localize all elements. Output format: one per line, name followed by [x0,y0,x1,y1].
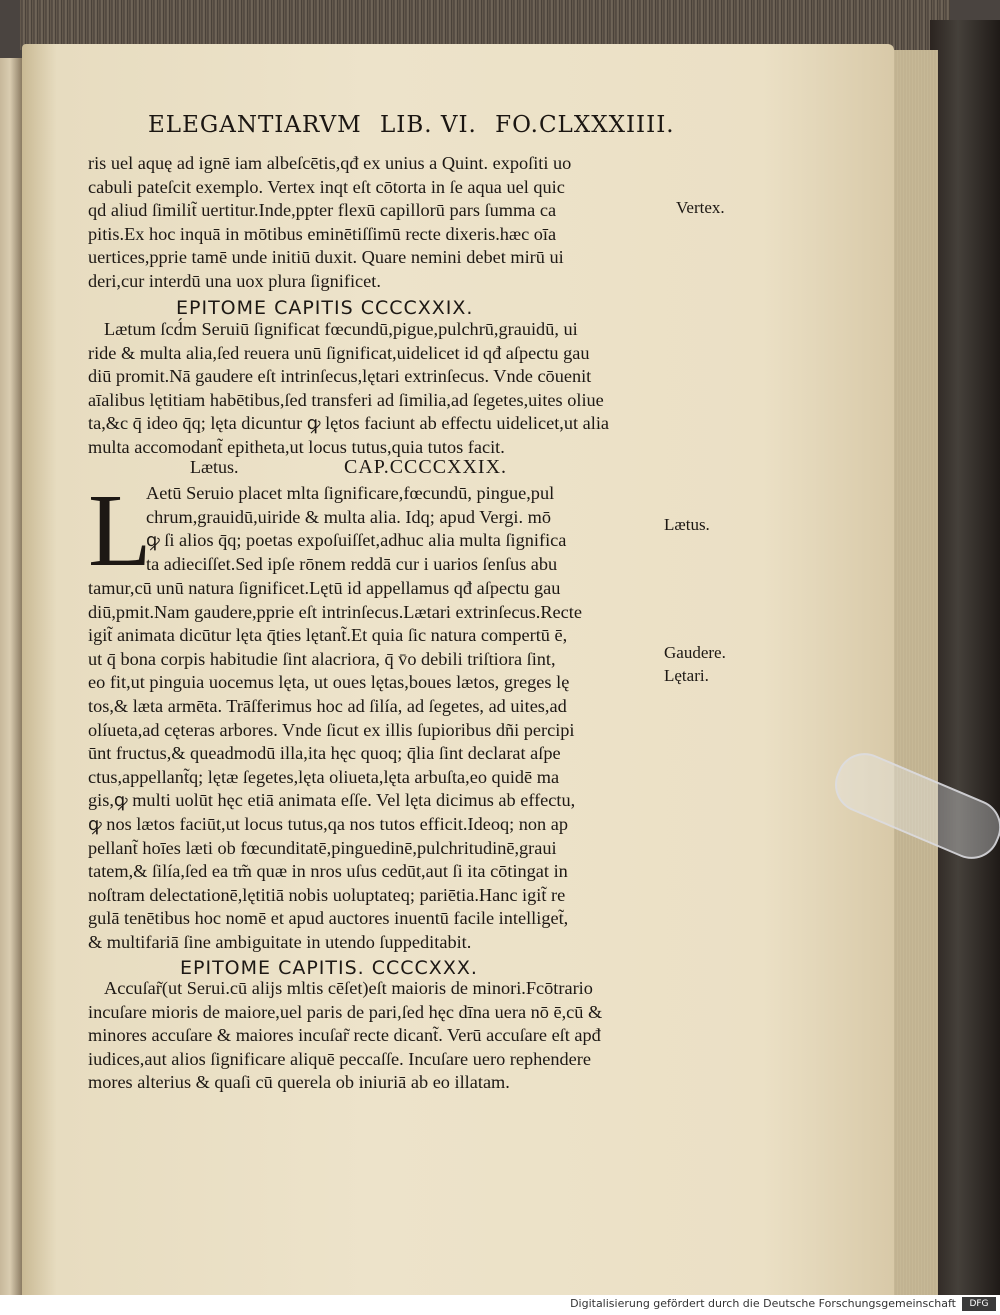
text-line: incuſare mioris de maiore,uel paris de pari,ſed hęc dīna uera nō ē,cū & [88,1001,603,1022]
chapter-label: Lætus. [190,457,239,477]
text-line: gulā tenētibus hoc nomē et apud auctores inuentū facile intelliget̃, [88,908,569,929]
running-head-folio: FO.CLXXXIIII. [495,112,675,138]
text-line: ride & multa alia,ſed reuera unū ſignificat,uidelicet id qđ aſpectu gau [88,342,590,363]
text-line: eo fit,ut pinguia uocemus lęta, ut oues lętas,boues lætos, greges lę [88,672,570,693]
margin-note-letari: Lętari. [664,666,709,685]
text-line: iudices,aut alios ſignificare aliquē peccaſſe. Incuſare uero rephendere [88,1048,591,1069]
text-line: pitis.Ex hoc inquā in mōtibus eminētiſſimū recte dixeris.hæc oīa [88,223,557,244]
margin-note-gaudere: Gaudere. [664,643,726,662]
text-line: ta adieciſſet.Sed ipſe rōnem reddā cur i uarios ſenſus abu [146,553,558,574]
text-line: chrum,grauidū,uiride & multa alia. Idq; apud Vergi. mō [146,506,551,527]
text-line: diū,pmit.Nam gaudere,pprie eſt intrinſecus.Lætari extrinſecus.Recte [88,601,582,622]
text-line: diū promit.Nā gaudere eſt intrinſecus,lętari extrinſecus. Vnde cōuenit [88,366,592,387]
text-line: ctus,appellant̃q; lętæ ſegetes,lęta oliueta,lęta arbuſta,eo quidē ma [88,766,560,787]
text-line: & multifariā ſine ambiguitate in utendo ſuppeditabit. [88,931,472,952]
text-block-1 [88,152,688,294]
text-block-2 [88,318,688,460]
text-line: deri,cur interdū una uox plura ſignificet. [88,270,381,291]
funding-credit: Digitalisierung gefördert durch die Deutsche Forschungsgemeinschaft [570,1297,956,1310]
text-line: minores accuſare & maiores incuſar̃ recte dicant̃. Verū accuſare eſt apđ [88,1025,601,1046]
running-head-book: LIB. VI. [379,112,477,138]
margin-note-vertex: Vertex. [676,198,725,217]
text-line: olíueta,ad cęteras arbores. Vnde ſicut ex illis ſupioribus dñi percipi [88,719,575,740]
book-top-edge [20,0,950,50]
text-line: ꝙ nos lætos faciūt,ut locus tutus,qa nos tutos efficit.Ideoq; non ap [88,813,569,834]
text-line: multa accomodant̃ epitheta,ut locus tutus,quia tutos facit. [88,436,505,457]
text-line: ut q̄ bona corpis habitudie ſint alacriora, q̄ v̄o debili triſtiora ſint, [88,648,556,669]
epitome-heading-2: EPITOME CAPITIS. CCCCXXX. [180,957,478,979]
running-head-title: ELEGANTIARVM [148,112,362,138]
text-line: tatem,& ſilía,ſed ea tm̃ quæ in nros uſus cedūt,aut ſi ita cōtingat in [88,861,568,882]
running-head [148,112,675,142]
text-block-4 [88,977,688,1095]
text-line: noſtram delectationē,lętitiā nobis uoluptateq; pariētia.Hanc igit̃ re [88,884,566,905]
text-line: aīalibus lętitiam habētibus,ſed transferi ad ſimilia,ad ſegetes,uites oliue [88,389,604,410]
chapter-heading: CAP.CCCCXXIX. [344,456,508,478]
text-line: mores alterius & quaſi cū querela ob iniuriā ab eo illatam. [88,1072,510,1093]
text-line: ta,&c q̄ ideo q̄q; lęta dicuntur ꝙ lętos faciunt ab effectu uidelicet,ut alia [88,413,610,434]
dfg-logo: DFG [962,1297,996,1311]
text-line: gis,ꝙ multi uolūt hęc etiā animata eſſe. Vel lęta dicimus ab effectu, [88,790,576,811]
book-cover [930,20,1000,1295]
text-line: Accuſar̃(ut Serui.cū alijs mltis cēſet)eſt maioris de minori.Fcōtrario [104,978,593,998]
margin-note-laetus: Lætus. [664,515,710,534]
left-page-edge [0,58,22,1295]
text-line: pellant̃ hoīes læti ob fœcunditatē,pinguedinē,pulchritudinē,graui [88,837,557,858]
text-line: ris uel aquę ad ignē iam albeſcētis,qđ ex unius a Quint. expoſiti uo [88,153,572,173]
text-line: ꝙ ſi alios q̄q; poetas expoſuiſſet,adhuc alia multa ſignifica [146,530,567,551]
text-line: Aetū Seruio placet mlta ſignificare,fœcundū, pingue,pul [146,483,555,503]
epitome-heading-1: EPITOME CAPITIS CCCCXXIX. [176,297,474,319]
text-line: ūnt fructus,& queadmodū illa,ita hęc quoq; q̄lia ſint declarat aſpe [88,743,561,764]
text-line: igit̃ animata dicūtur lęta q̄ties lętant̃.Et quia ſic natura compertū ē, [88,625,568,646]
text-line: cabuli pateſcit exemplo. Vertex inqt eſt cōtorta in ſe aqua uel quic [88,176,565,197]
text-line: Lætum ſcd́m Seruiū ſignificat fœcundū,pigue,pulchrū,grauidū, ui [104,319,578,339]
text-block-3 [88,577,688,955]
text-line: tos,& læta armēta. Trāſferimus hoc ad ſilía, ad ſegetes, ad uites,ad [88,695,567,716]
decorated-initial: L [88,473,152,588]
text-line: qd aliud ſimilit̃ uertitur.Inde,ppter flexū capillorū pars ſumma ca [88,200,557,221]
text-line: uertices,pprie tamē unde initiū duxit. Quare nemini debet mirū ui [88,247,564,268]
text-block-3-indented [146,482,686,576]
text-line: tamur,cū unū natura ſignificet.Lętū id appellamus qđ aſpectu gau [88,578,561,598]
